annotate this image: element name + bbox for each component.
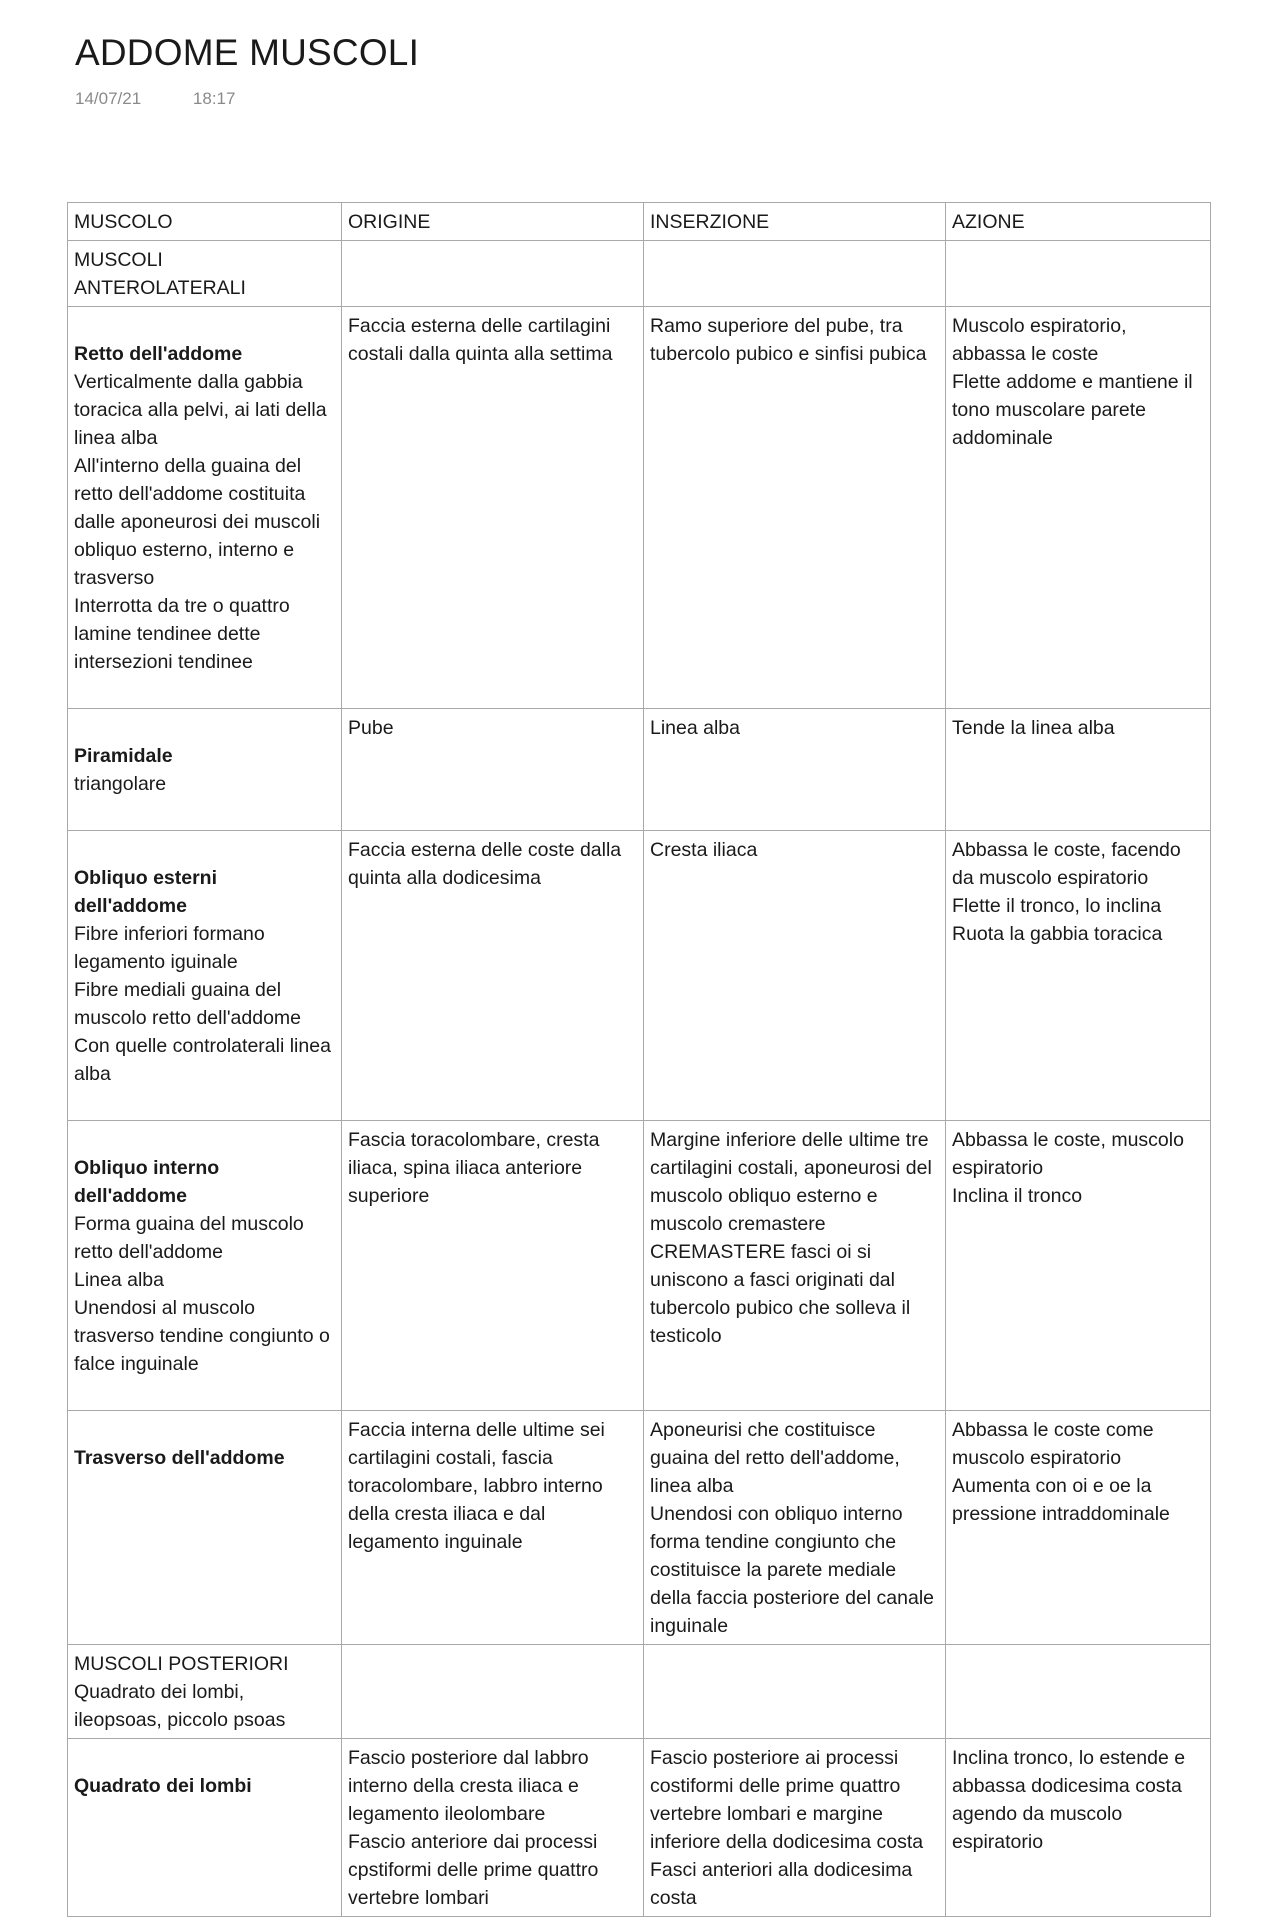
origin-cell: Faccia esterna delle cartilagini costali dalla quinta alla settima (342, 307, 644, 709)
muscle-name: Obliquo interno dell'addome (74, 1157, 220, 1207)
section-row-posterior (68, 1645, 1211, 1739)
empty-cell (946, 241, 1211, 307)
section-row-anterolateral (68, 241, 1211, 307)
header-muscolo: MUSCOLO (68, 203, 342, 241)
insertion-cell: Ramo superiore del pube, tra tubercolo pubico e sinfisi pubica (644, 307, 946, 709)
insertion-cell: Fascio posteriore ai processi costiformi delle prime quattro vertebre lombari e margine inferiore della dodicesima costa Fasci anteriori alla dodicesima costa (644, 1739, 946, 1917)
action-cell: Inclina tronco, lo estende e abbassa dodicesima costa agendo da muscolo espiratorio (946, 1739, 1211, 1917)
section-label: MUSCOLI ANTEROLATERALI (68, 241, 342, 307)
table-row (68, 709, 1211, 831)
empty-cell (644, 241, 946, 307)
muscle-name: Obliquo esterni dell'addome (74, 867, 218, 917)
muscle-cell (68, 709, 342, 831)
insertion-cell: Linea alba (644, 709, 946, 831)
muscle-cell (68, 307, 342, 709)
muscle-description: Forma guaina del muscolo retto dell'addome Linea alba Unendosi al muscolo trasverso tendine congiunto o falce inguinale (74, 1213, 330, 1375)
muscle-description: triangolare (74, 773, 167, 795)
muscle-cell (68, 1739, 342, 1917)
insertion-cell: Margine inferiore delle ultime tre cartilagini costali, aponeurosi del muscolo obliquo esterno e muscolo cremastere CREMASTERE fasci oi si uniscono a fasci originati dal tubercolo pubico che solleva il testicolo (644, 1121, 946, 1411)
action-cell: Abbassa le coste come muscolo espiratorio Aumenta con oi e oe la pressione intraddominale (946, 1411, 1211, 1645)
insertion-cell: Aponeurisi che costituisce guaina del retto dell'addome, linea alba Unendosi con obliquo interno forma tendine congiunto che costituisce la parete mediale della faccia posteriore del canale inguinale (644, 1411, 946, 1645)
muscle-cell (68, 831, 342, 1121)
table-row (68, 307, 1211, 709)
muscle-cell (68, 1411, 342, 1645)
insertion-cell: Cresta iliaca (644, 831, 946, 1121)
header-origine: ORIGINE (342, 203, 644, 241)
table-row (68, 1739, 1211, 1917)
muscle-name: Trasverso dell'addome (74, 1447, 285, 1469)
empty-cell (342, 241, 644, 307)
muscle-name: Quadrato dei lombi (74, 1775, 252, 1797)
header-azione: AZIONE (946, 203, 1211, 241)
table-row (68, 1121, 1211, 1411)
note-metadata (75, 89, 235, 109)
header-row (68, 203, 1211, 241)
header-inserzione: INSERZIONE (644, 203, 946, 241)
muscle-cell (68, 1121, 342, 1411)
action-cell: Tende la linea alba (946, 709, 1211, 831)
action-cell: Abbassa le coste, muscolo espiratorio Inclina il tronco (946, 1121, 1211, 1411)
muscle-description: Verticalmente dalla gabbia toracica alla pelvi, ai lati della linea alba All'interno della guaina del retto dell'addome costituita dalle aponeurosi dei muscoli obliquo esterno, interno e trasverso Interrotta da tre o quattro lamine tendinee dette intersezioni tendinee (74, 371, 327, 673)
origin-cell: Faccia esterna delle coste dalla quinta alla dodicesima (342, 831, 644, 1121)
muscles-table (67, 202, 1211, 1917)
muscle-name: Piramidale (74, 745, 173, 767)
origin-cell: Faccia interna delle ultime sei cartilagini costali, fascia toracolombare, labbro interno della cresta iliaca e dal legamento inguinale (342, 1411, 644, 1645)
section-label: MUSCOLI POSTERIORI Quadrato dei lombi, ileopsoas, piccolo psoas (68, 1645, 342, 1739)
table-row (68, 831, 1211, 1121)
empty-cell (644, 1645, 946, 1739)
action-cell: Abbassa le coste, facendo da muscolo espiratorio Flette il tronco, lo inclina Ruota la gabbia toracica (946, 831, 1211, 1121)
origin-cell: Fascio posteriore dal labbro interno della cresta iliaca e legamento ileolombare Fascio anteriore dai processi cpstiformi delle prime quattro vertebre lombari (342, 1739, 644, 1917)
note-date: 14/07/21 (75, 89, 142, 108)
origin-cell: Fascia toracolombare, cresta iliaca, spina iliaca anteriore superiore (342, 1121, 644, 1411)
origin-cell: Pube (342, 709, 644, 831)
action-cell: Muscolo espiratorio, abbassa le coste Flette addome e mantiene il tono muscolare parete addominale (946, 307, 1211, 709)
empty-cell (946, 1645, 1211, 1739)
note-time: 18:17 (192, 89, 236, 108)
muscle-description: Fibre inferiori formano legamento iguinale Fibre mediali guaina del muscolo retto dell'addome Con quelle controlaterali linea alba (74, 923, 331, 1085)
empty-cell (342, 1645, 644, 1739)
page-title: ADDOME MUSCOLI (75, 32, 420, 73)
table-row (68, 1411, 1211, 1645)
muscle-name: Retto dell'addome (74, 343, 243, 365)
